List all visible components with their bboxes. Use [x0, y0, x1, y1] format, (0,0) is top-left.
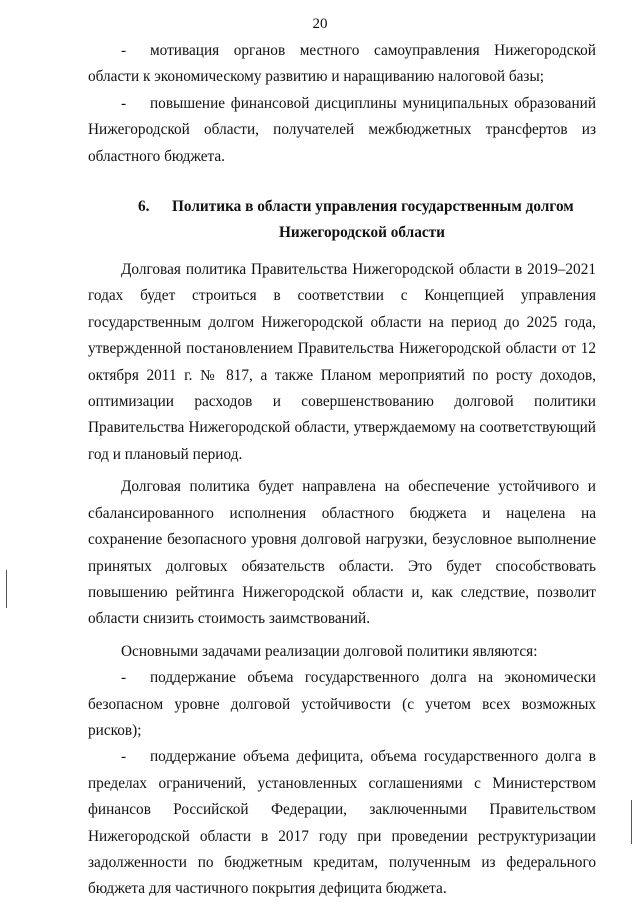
list-item-text: поддержание объема государственного долга на экономически безопасном уровне долговой устойчивости (с учетом всех возможных рисков);: [88, 669, 596, 739]
page-number: 20: [312, 16, 328, 32]
list-item: [88, 38, 596, 91]
bullet-dash: -: [121, 669, 127, 687]
section-heading: [88, 194, 596, 246]
list-item-text: мотивация органов местного самоуправления Нижегородской области к экономическому развитию и наращиванию налоговой базы;: [88, 42, 596, 86]
bullet-dash: -: [121, 748, 127, 766]
list-item: [88, 744, 596, 902]
document-body: [88, 38, 596, 903]
list-item-text: поддержание объема дефицита, объема государственного долга в пределах ограничений, установленных соглашениями с Министерством финансов Российской Федерации, заключенными Правительством Нижегородской области в 2017 году при проведении реструктуризации задолженности по бюджетным кредитам, полученным из федерального бюджета для частичного покрытия дефицита бюджета.: [88, 748, 596, 898]
section-title-line1: Политика в области управления государственным долгом: [172, 198, 574, 216]
scan-margin-mark: [6, 570, 7, 608]
paragraph: Основными задачами реализации долговой политики являются:: [121, 642, 538, 660]
list-item-text: повышение финансовой дисциплины муниципальных образований Нижегородской области, получателей межбюджетных трансфертов из областного бюджета.: [88, 94, 596, 165]
scan-margin-mark: [631, 800, 632, 844]
list-item: [88, 91, 596, 170]
bullet-dash: -: [121, 42, 127, 59]
list-item: [88, 665, 596, 744]
section-number: 6.: [138, 198, 150, 216]
section-title-line2: Нижегородской области: [278, 224, 445, 242]
bullet-dash: -: [121, 94, 127, 112]
paragraph: Долговая политика Правительства Нижегородской области в 2019–2021 годах будет строиться в соответствии с Концепцией управления государственным долгом Нижегородской области на период до 2025 года, утвержденной постановлением Правительства Нижегородской области от 12 октября 2011 г. № 817, а также Планом мероприятий по росту доходов, оптимизации расходов и совершенствованию долговой политики Правительства Нижегородской области, утверждаемому на соответствующий год и плановый период.: [88, 261, 596, 463]
paragraph: Долговая политика будет направлена на обеспечение устойчивого и сбалансированного исполнения областного бюджета и нацелена на сохранение безопасного уровня долговой нагрузки, безусловное выполнение принятых долговых обязательств области. Это будет способствовать повышению рейтинга Нижегородской области и, как следствие, позволит области снизить стоимость заимствований.: [88, 478, 596, 628]
